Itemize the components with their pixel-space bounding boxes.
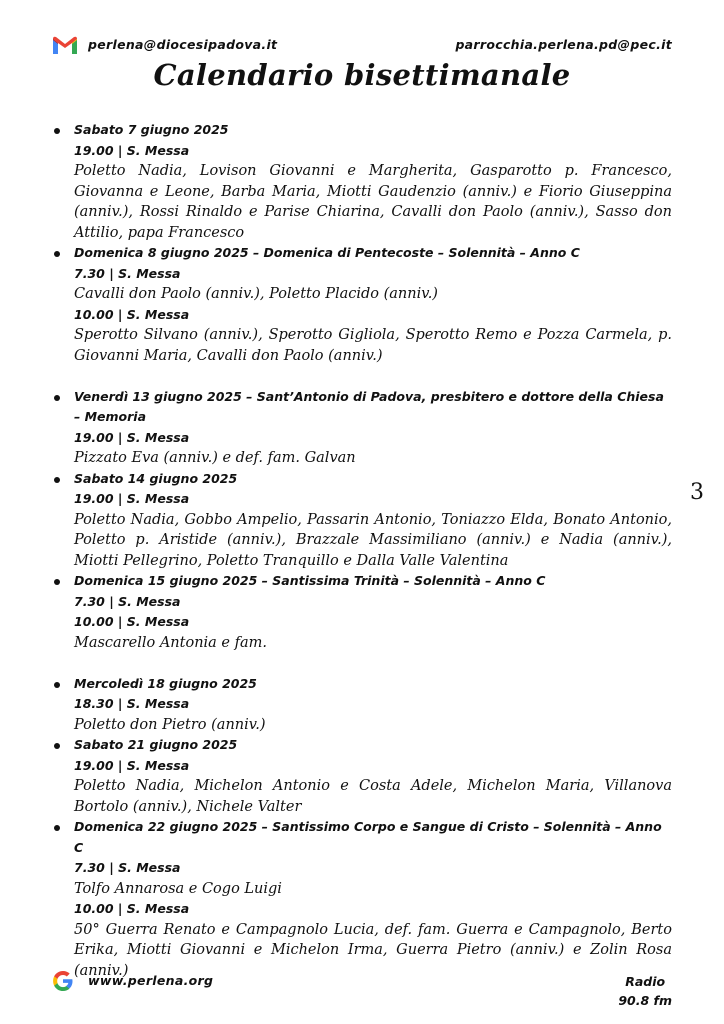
website-link[interactable]: www.perlena.org xyxy=(88,973,214,988)
event-item xyxy=(74,735,672,817)
gmail-icon xyxy=(52,35,78,55)
event-item xyxy=(74,469,672,572)
event-day: Mercoledì 18 giugno 2025 xyxy=(74,675,257,691)
bullet-icon xyxy=(54,251,60,257)
bullet-icon xyxy=(54,395,60,401)
bullet-icon xyxy=(54,128,60,134)
page-number: 3 xyxy=(690,480,704,505)
event-day: Domenica 8 giugno 2025 – Domenica di Pentecoste – Solennità – Anno C xyxy=(74,245,580,260)
event-day: Venerdì 13 giugno 2025 – Sant’Antonio di Padova, presbitero e dottore della Chiesa – Memoria xyxy=(74,388,664,424)
bullet-icon xyxy=(54,825,60,831)
radio-frequency: 90.8 fm xyxy=(618,993,672,1008)
mass-time: 19.00 | S. Messa xyxy=(74,142,190,158)
event-day: Sabato 14 giugno 2025 xyxy=(74,470,238,486)
header-email-left[interactable]: perlena@diocesipadova.it xyxy=(88,37,278,52)
mass-intentions: Cavalli don Paolo (anniv.), Poletto Placido (anniv.) xyxy=(74,286,438,302)
bullet-icon xyxy=(54,682,60,688)
mass-time: 7.30 | S. Messa xyxy=(74,265,181,281)
bullet-icon xyxy=(54,579,60,585)
mass-time: 19.00 | S. Messa xyxy=(74,757,190,773)
mass-intentions: Sperotto Silvano (anniv.), Sperotto Gigliola, Sperotto Remo e Pozza Carmela, p. Giovanni Maria, Cavalli don Paolo (anniv.) xyxy=(74,327,672,364)
event-item xyxy=(74,387,672,469)
spacer xyxy=(74,366,672,387)
page-header xyxy=(52,34,672,58)
mass-time: 18.30 | S. Messa xyxy=(74,696,190,711)
mass-intentions: 50° Guerra Renato e Campagnolo Lucia, def. fam. Guerra e Campagnolo, Berto Erika, Miotti Giovanni e Michelon Irma, Guerra Pietro (anniv.) e Zolin Rosa (anniv.) xyxy=(74,921,672,979)
mass-time: 10.00 | S. Messa xyxy=(74,306,190,322)
radio-info xyxy=(618,972,672,1010)
mass-intentions: Mascarello Antonia e fam. xyxy=(74,634,267,651)
mass-intentions: Pizzato Eva (anniv.) e def. fam. Galvan xyxy=(74,450,356,466)
mass-intentions: Poletto Nadia, Lovison Giovanni e Margherita, Gasparotto p. Francesco, Giovanna e Leone, Barba Maria, Miotti Gaudenzio (anniv.) e Fiorio Giuseppina (anniv.), Rossi Rinaldo e Parise Chiarina, Cavalli don Paolo (anniv.), Sasso don Attilio, papa Francesco xyxy=(74,163,672,241)
event-item xyxy=(74,817,672,981)
mass-intentions: Poletto don Pietro (anniv.) xyxy=(74,716,266,733)
event-day: Sabato 21 giugno 2025 xyxy=(74,737,238,752)
header-email-right[interactable]: parrocchia.perlena.pd@pec.it xyxy=(455,37,672,52)
mass-time: 10.00 | S. Messa xyxy=(74,901,190,916)
calendar-list xyxy=(74,120,672,981)
bullet-icon xyxy=(54,743,60,749)
mass-intentions: Poletto Nadia, Michelon Antonio e Costa Adele, Michelon Maria, Villanova Bortolo (anniv.), Nichele Valter xyxy=(74,778,672,815)
bullet-icon xyxy=(54,477,60,483)
mass-time: 7.30 | S. Messa xyxy=(74,860,181,875)
event-item xyxy=(74,571,672,653)
mass-time: 19.00 | S. Messa xyxy=(74,491,190,506)
event-day: Sabato 7 giugno 2025 xyxy=(74,122,229,137)
mass-time: 19.00 | S. Messa xyxy=(74,429,190,445)
mass-intentions: Tolfo Annarosa e Cogo Luigi xyxy=(74,880,282,897)
event-item xyxy=(74,120,672,243)
page-footer xyxy=(52,968,672,1018)
mass-intentions: Poletto Nadia, Gobbo Ampelio, Passarin Antonio, Toniazzo Elda, Bonato Antonio, Poletto p. Aristide (anniv.), Brazzale Massimiliano (anniv.) e Nadia (anniv.), Miotti Pellegrino, Poletto Tranquillo e Dalla Valle Valentina xyxy=(74,511,672,569)
google-icon xyxy=(52,970,74,992)
radio-label: Radio xyxy=(625,974,666,989)
page-title: Calendario bisettimanale xyxy=(153,58,571,92)
spacer xyxy=(74,653,672,674)
event-day: Domenica 15 giugno 2025 – Santissima Trinità – Solennità – Anno C xyxy=(74,573,546,588)
event-item xyxy=(74,674,672,736)
mass-time: 7.30 | S. Messa xyxy=(74,593,181,609)
mass-time: 10.00 | S. Messa xyxy=(74,614,190,629)
event-day: Domenica 22 giugno 2025 – Santissimo Corpo e Sangue di Cristo – Solennità – Anno C xyxy=(74,819,662,855)
event-item xyxy=(74,243,672,366)
